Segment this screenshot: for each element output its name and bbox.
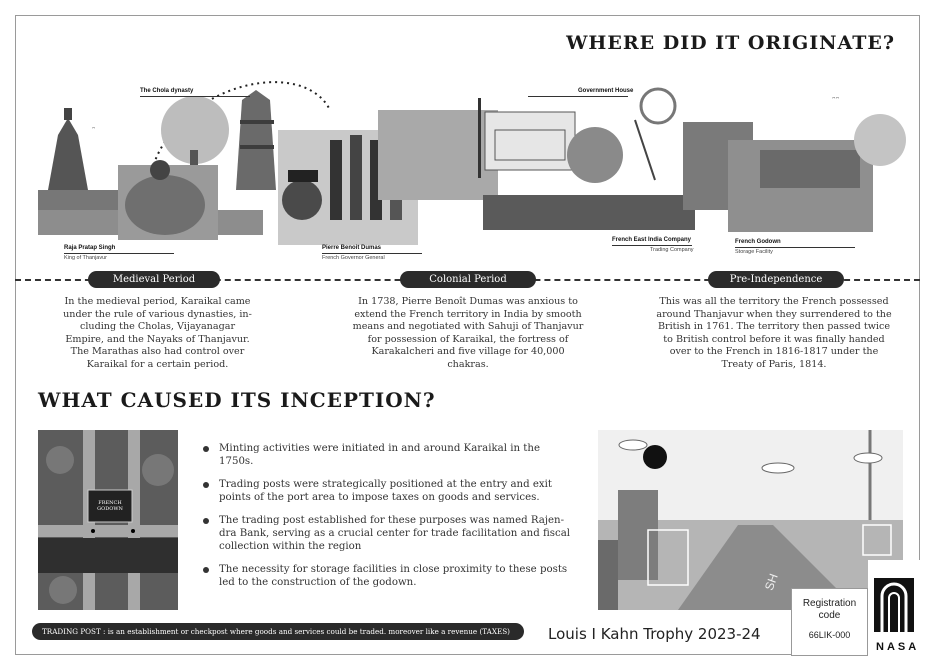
leader-line	[140, 96, 250, 97]
colonial-period-pill: Colonial Period	[400, 271, 536, 288]
bullet-dot-icon	[203, 518, 209, 524]
bird-icon: ᵔᵔ	[832, 96, 840, 106]
bullet-text: Minting activities were initiated in and around Karaikal in the 1750s.	[219, 443, 540, 467]
chola-label: The Chola dynasty	[140, 88, 194, 94]
bird-icon: ᵔ	[92, 125, 96, 134]
leader-line	[528, 96, 628, 97]
leader-line	[735, 247, 855, 248]
bullet-item	[203, 442, 573, 468]
nasa-arch-icon	[868, 560, 920, 640]
bullet-item	[203, 478, 573, 504]
french-godown-image	[683, 114, 906, 232]
company-role-label: Trading Company	[650, 247, 694, 253]
godown-role-label: Storage Facility	[735, 249, 773, 255]
colonial-period-text: In 1738, Pierre Benoît Dumas was anxious to extend the French territory in India by smooth means and negotiated with Sahuji of Thanjavur for possession of Karaikal, the fortress of Karakalcheri and five village for 40,000 chakras.	[352, 296, 584, 370]
bullet-item	[203, 563, 573, 589]
nasa-logo-text: NASA	[876, 641, 920, 653]
registration-code: 66LIK-000	[808, 630, 851, 640]
bullet-item	[203, 514, 573, 553]
trophy-title: Louis I Kahn Trophy 2023-24	[548, 625, 761, 643]
road-marking: SH	[761, 571, 781, 593]
pre-independence-text: This was all the territory the French possessed around Thanjavur when they surrendered to the British in 1761. The territory then passed twice to British control before it was finally handed over to the French in 1816-1817 under the Treaty of Paris, 1814.	[656, 296, 892, 370]
medieval-period-text: In the medieval period, Karaikal came under the rule of various dynasties, in-cluding the Cholas, Vijayanagar Empire, and the Nayaks of Thanjavur. The Marathas also had control over Karaikal for a certain period.	[63, 296, 252, 370]
leader-line	[322, 253, 422, 254]
government-house-label: Government House	[578, 88, 634, 94]
bullet-text: The trading post established for these purposes was named Rajen-dra Bank, serving as a crucial center for trade facilitation and fiscal collection within the region	[219, 515, 571, 552]
bullet-dot-icon	[203, 446, 209, 452]
company-name-label: French East India Company	[612, 237, 692, 243]
registration-label: Registration code	[802, 598, 857, 621]
raja-role-label: King of Thanjavur	[64, 255, 108, 261]
godown-name-label: French Godown	[735, 239, 781, 245]
leader-line	[612, 245, 692, 246]
origin-heading: WHERE DID IT ORIGINATE?	[566, 32, 895, 54]
trading-post-definition: TRADING POST : is an establishment or checkpost where goods and services could be traded. moreover like a revenue (TAXES)	[32, 623, 524, 640]
bullet-dot-icon	[203, 567, 209, 573]
street-render-image	[598, 430, 903, 610]
bullet-text: The necessity for storage facilities in close proximity to these posts led to the construction of the godown.	[219, 564, 568, 588]
site-map-image	[38, 430, 178, 610]
raja-portrait	[118, 160, 218, 240]
medieval-period-pill: Medieval Period	[88, 271, 220, 288]
raja-name-label: Raja Pratap Singh	[64, 245, 116, 251]
inception-bullet-list	[203, 442, 573, 599]
map-godown-label: FRENCH GODOWN	[97, 500, 123, 512]
dumas-role-label: French Governor General	[322, 255, 385, 261]
dumas-name-label: Pierre Benoit Dumas	[322, 245, 382, 251]
registration-box	[791, 588, 868, 656]
leader-line	[64, 253, 174, 254]
lamp-circle-icon	[641, 89, 675, 123]
history-collage	[0, 0, 935, 270]
pre-independence-pill: Pre-Independence	[708, 271, 844, 288]
bullet-text: Trading posts were strategically positioned at the entry and exit points of the port area to impose taxes on goods and services.	[219, 479, 552, 503]
bullet-dot-icon	[203, 482, 209, 488]
inception-heading: WHAT CAUSED ITS INCEPTION?	[38, 388, 436, 412]
